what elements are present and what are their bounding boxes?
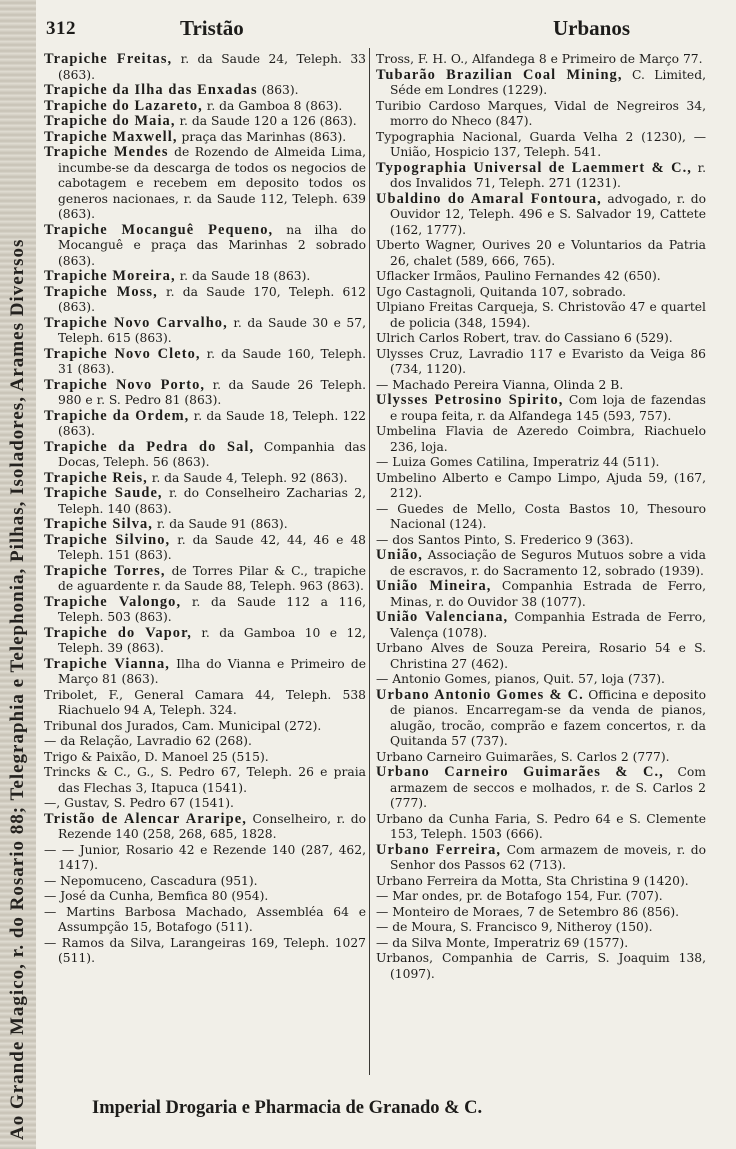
directory-entry	[44, 517, 366, 533]
entry-text: Conselheiro, r. do Rezende 140 (258, 268, 685, 1828.	[58, 811, 366, 841]
entry-text: Companhia Estrada de Ferro, Minas, r. do Ouvidor 38 (1077).	[390, 579, 706, 609]
directory-entry	[44, 595, 366, 626]
directory-entry	[376, 920, 706, 936]
entry-text: — Monteiro de Moraes, 7 de Setembro 86 (856).	[376, 904, 680, 919]
entry-text: de Torres Pilar & C., trapiche de aguardente r. da Saude 88, Teleph. 963 (863).	[58, 563, 367, 593]
directory-entry	[376, 300, 706, 331]
entry-text: r. da Saude 112 a 116, Teleph. 503 (863).	[58, 594, 366, 624]
side-advert-text: Ao Grande Magico, r. do Rosario 88; Telegraphia e Telephonia, Pilhas, Isoladores, Arames Diversos	[7, 238, 28, 1140]
directory-entry	[376, 378, 706, 394]
entry-name: Ulysses Petrosino Spirito,	[376, 392, 564, 408]
directory-entry	[376, 130, 706, 161]
entry-name: Trapiche Silvino,	[44, 531, 171, 548]
directory-entry	[44, 688, 366, 719]
entry-name: Trapiche Silva,	[44, 516, 153, 532]
directory-entry	[376, 533, 706, 549]
entry-text: (863).	[261, 83, 299, 97]
entry-name: Trapiche Novo Porto,	[44, 376, 206, 393]
entry-text: Trincks & C., G., S. Pedro 67, Teleph. 26 e praia das Flechas 3, Itapuca (1541).	[44, 765, 366, 795]
left-column	[44, 52, 366, 967]
directory-entry	[376, 641, 706, 672]
entry-text: Companhia Estrada de Ferro, Valença (1078).	[390, 610, 706, 640]
directory-entry	[376, 238, 706, 269]
entry-text: — da Silva Monte, Imperatriz 69 (1577).	[376, 935, 629, 950]
entry-text: Tribunal dos Jurados, Cam. Municipal (272).	[44, 718, 322, 733]
entry-name: Trapiche da Pedra do Sal,	[44, 438, 255, 455]
entry-text: — da Relação, Lavradio 62 (268).	[44, 734, 252, 748]
directory-entry	[44, 719, 366, 735]
directory-entry	[44, 378, 366, 409]
directory-entry	[44, 471, 366, 487]
directory-entry	[44, 657, 366, 688]
entry-text: r. da Saude 160, Teleph. 31 (863).	[58, 346, 366, 376]
directory-entry	[376, 688, 706, 750]
directory-entry	[376, 455, 706, 471]
entry-name: Tubarão Brazilian Coal Mining,	[376, 66, 623, 83]
entry-text: — Machado Pereira Vianna, Olinda 2 B.	[376, 377, 624, 392]
directory-entry	[44, 750, 366, 766]
entry-name: União Valenciana,	[376, 609, 509, 625]
directory-entry	[44, 874, 366, 890]
entry-text: r. da Saude 18, Teleph. 122 (863).	[58, 408, 366, 438]
entry-name: Typographia Universal de Laemmert & C.,	[376, 159, 692, 176]
directory-entry	[44, 130, 366, 146]
entry-text: Com loja de fazendas e roupa feita, r. da Alfandega 145 (593, 757).	[390, 393, 706, 423]
entry-text: na ilha do Mocanguê e praça das Marinhas 2 sobrado (863).	[58, 222, 366, 268]
entry-name: Trapiche Moreira,	[44, 268, 176, 284]
entry-text: — Nepomuceno, Cascadura (951).	[44, 873, 258, 888]
entry-name: Trapiche Mocanguê Pequeno,	[44, 221, 274, 238]
entry-name: Trapiche Mendes	[44, 144, 169, 160]
directory-entry	[376, 269, 706, 285]
entry-name: Trapiche Freitas,	[44, 51, 173, 67]
entry-text: Trigo & Paixão, D. Manoel 25 (515).	[44, 749, 269, 764]
entry-name: Trapiche Novo Cleto,	[44, 345, 201, 362]
directory-entry	[44, 440, 366, 471]
entry-text: Com armazem de moveis, r. do Senhor dos Passos 62 (713).	[390, 842, 706, 872]
entry-text: Uberto Wagner, Ourives 20 e Voluntarios da Patria 26, chalet (589, 666, 765).	[376, 238, 706, 268]
entry-text: Urbano Alves de Souza Pereira, Rosario 54 e S. Christina 27 (462).	[376, 641, 706, 671]
directory-entry	[44, 114, 366, 130]
entry-text: — Ramos da Silva, Larangeiras 169, Teleph. 1027 (511).	[44, 935, 366, 965]
right-column	[376, 52, 706, 982]
entry-text: r. da Saude 30 e 57, Teleph. 615 (863).	[58, 315, 366, 345]
entry-name: Trapiche Maxwell,	[44, 128, 178, 145]
entry-name: Trapiche Novo Carvalho,	[44, 314, 228, 331]
entry-text: r. da Saude 18 (863).	[179, 269, 311, 283]
entry-text: C. Limited, Séde em Londres (1229).	[390, 67, 706, 97]
entry-text: r. da Saude 26 Teleph. 980 e r. S. Pedro 81 (863).	[58, 377, 366, 407]
entry-text: Turibio Cardoso Marques, Vidal de Negreiros 34, morro do Nheco (847).	[376, 98, 706, 128]
entry-name: Trapiche da Ordem,	[44, 407, 190, 424]
directory-entry	[376, 765, 706, 812]
directory-entry	[376, 750, 706, 766]
entry-text: Urbanos, Companhia de Carris, S. Joaquim 138, (1097).	[376, 951, 706, 981]
directory-entry	[44, 765, 366, 796]
entry-text: — Antonio Gomes, pianos, Quit. 57, loja (737).	[376, 672, 665, 686]
directory-entry	[376, 68, 706, 99]
directory-entry	[376, 502, 706, 533]
entry-text: praça das Marinhas (863).	[181, 129, 347, 144]
left-running-head: Tristão	[180, 16, 244, 40]
entry-name: Trapiche do Lazareto,	[44, 97, 203, 114]
directory-entry	[376, 331, 706, 347]
directory-entry	[376, 874, 706, 890]
directory-entry	[376, 579, 706, 610]
directory-entry	[44, 905, 366, 936]
directory-entry	[376, 161, 706, 192]
entry-text: — Luiza Gomes Catilina, Imperatriz 44 (511).	[376, 455, 660, 469]
directory-entry	[44, 486, 366, 517]
entry-text: Tribolet, F., General Camara 44, Teleph. 538 Riachuelo 94 A, Teleph. 324.	[44, 687, 366, 717]
entry-name: Trapiche do Vapor,	[44, 624, 192, 641]
directory-entry	[44, 99, 366, 115]
entry-name: Trapiche do Maia,	[44, 113, 176, 129]
entry-text: — Martins Barbosa Machado, Assembléa 64 e Assumpção 15, Botafogo (511).	[44, 904, 366, 934]
entry-name: União Mineira,	[376, 578, 492, 594]
directory-entry	[376, 843, 706, 874]
entry-text: r. da Gamboa 8 (863).	[206, 98, 343, 113]
entry-text: — dos Santos Pinto, S. Frederico 9 (363).	[376, 532, 634, 547]
entry-name: Ubaldino do Amaral Fontoura,	[376, 190, 602, 207]
entry-text: Tross, F. H. O., Alfandega 8 e Primeiro de Março 77.	[376, 52, 703, 66]
entry-text: Ulysses Cruz, Lavradio 117 e Evaristo da Veiga 86 (734, 1120).	[376, 346, 706, 376]
footer-advert: Imperial Drogaria e Pharmacia de Granado & C.	[92, 1098, 483, 1118]
entry-text: r. da Saude 24, Teleph. 33 (863).	[58, 52, 366, 82]
directory-entry	[44, 347, 366, 378]
directory-entry	[44, 223, 366, 270]
entry-text: r. da Saude 91 (863).	[156, 517, 288, 531]
entry-name: Trapiche Moss,	[44, 283, 158, 300]
entry-text: Umbelina Flavia de Azeredo Coimbra, Riachuelo 236, loja.	[376, 424, 706, 454]
directory-entry	[376, 471, 706, 502]
entry-name: Trapiche Saude,	[44, 485, 163, 501]
entry-name: União,	[376, 547, 423, 563]
directory-entry	[376, 99, 706, 130]
directory-entry	[44, 316, 366, 347]
entry-text: Companhia das Docas, Teleph. 56 (863).	[58, 439, 366, 469]
directory-entry	[44, 145, 366, 223]
entry-text: r. da Saude 4, Teleph. 92 (863).	[151, 470, 348, 485]
entry-text: advogado, r. do Ouvidor 12, Teleph. 496 e S. Salvador 19, Cattete (162, 1777).	[390, 191, 706, 237]
directory-entry	[44, 626, 366, 657]
entry-name: Trapiche Vianna,	[44, 655, 170, 672]
directory-entry	[44, 52, 366, 83]
directory-entry	[44, 936, 366, 967]
entry-text: r. dos Invalidos 71, Teleph. 271 (1231).	[390, 160, 706, 190]
entry-text: — Mar ondes, pr. de Botafogo 154, Fur. (707).	[376, 889, 663, 903]
entry-name: Trapiche Valongo,	[44, 593, 182, 610]
directory-entry	[44, 269, 366, 285]
column-divider	[369, 48, 370, 1075]
entry-name: Trapiche Torres,	[44, 562, 166, 579]
directory-entry	[376, 936, 706, 952]
page-number: 312	[46, 18, 76, 39]
directory-entry	[376, 192, 706, 239]
directory-entry	[44, 734, 366, 750]
entry-text: r. da Gamboa 10 e 12, Teleph. 39 (863).	[58, 625, 366, 655]
entry-text: Typographia Nacional, Guarda Velha 2 (1230), — União, Hospicio 137, Teleph. 541.	[376, 129, 706, 159]
entry-name: Tristão de Alencar Araripe,	[44, 810, 247, 827]
side-advert-band	[0, 0, 36, 1149]
entry-text: Com armazem de seccos e molhados, r. de S. Carlos 2 (777).	[390, 765, 706, 810]
directory-entry	[44, 409, 366, 440]
directory-entry	[376, 951, 706, 982]
directory-entry	[44, 843, 366, 874]
entry-text: Ilha do Vianna e Primeiro de Março 81 (863).	[58, 656, 366, 686]
entry-name: Urbano Carneiro Guimarães & C.,	[376, 764, 664, 780]
entry-text: Urbano Ferreira da Motta, Sta Christina 9 (1420).	[376, 873, 689, 888]
entry-text: Urbano da Cunha Faria, S. Pedro 64 e S. Clemente 153, Teleph. 1503 (666).	[376, 811, 706, 841]
entry-name: Urbano Ferreira,	[376, 841, 502, 858]
entry-text: Umbelino Alberto e Campo Limpo, Ajuda 59, (167, 212).	[376, 470, 706, 500]
entry-text: Uflacker Irmãos, Paulino Fernandes 42 (650).	[376, 269, 661, 283]
directory-entry	[44, 285, 366, 316]
entry-name: Trapiche Reis,	[44, 469, 148, 486]
entry-text: —, Gustav, S. Pedro 67 (1541).	[44, 796, 234, 810]
entry-text: Ugo Castagnoli, Quitanda 107, sobrado.	[376, 284, 627, 299]
directory-entry	[44, 533, 366, 564]
entry-text: — Guedes de Mello, Costa Bastos 10, Thesouro Nacional (124).	[376, 501, 706, 531]
directory-entry	[44, 796, 366, 812]
directory-entry	[376, 52, 706, 68]
entry-text: — José da Cunha, Bemfica 80 (954).	[44, 889, 269, 903]
entry-text: r. do Conselheiro Zacharias 2, Teleph. 140 (863).	[58, 486, 366, 516]
entry-text: r. da Saude 170, Teleph. 612 (863).	[58, 284, 366, 314]
entry-name: Urbano Antonio Gomes & C.	[376, 686, 584, 703]
directory-entry	[376, 393, 706, 424]
directory-entry	[44, 564, 366, 595]
directory-entry	[44, 812, 366, 843]
directory-entry	[376, 672, 706, 688]
entry-text: — — Junior, Rosario 42 e Rezende 140 (287, 462, 1417).	[44, 842, 366, 872]
entry-text: Associação de Seguros Mutuos sobre a vida de escravos, r. do Sacramento 12, sobrado (1939).	[390, 548, 706, 578]
directory-entry	[376, 548, 706, 579]
directory-entry	[376, 285, 706, 301]
entry-text: Ulpiano Freitas Carqueja, S. Christovão 47 e quartel de policia (348, 1594).	[376, 300, 706, 330]
directory-entry	[376, 610, 706, 641]
directory-entry	[376, 889, 706, 905]
directory-entry	[376, 812, 706, 843]
entry-text: Urbano Carneiro Guimarães, S. Carlos 2 (777).	[376, 749, 670, 764]
entry-text: — de Moura, S. Francisco 9, Nitheroy (150).	[376, 920, 653, 934]
directory-entry	[376, 347, 706, 378]
entry-text: r. da Saude 120 a 126 (863).	[179, 114, 357, 128]
directory-entry	[376, 905, 706, 921]
entry-text: Ulrich Carlos Robert, trav. do Cassiano 6 (529).	[376, 331, 673, 345]
entry-text: r. da Saude 42, 44, 46 e 48 Teleph. 151 (863).	[58, 532, 366, 562]
directory-entry	[376, 424, 706, 455]
directory-entry	[44, 83, 366, 99]
right-running-head: Urbanos	[552, 16, 630, 40]
entry-text: Officina e deposito de pianos. Encarregam-se da venda de pianos, alugão, trocão, comprão e fazem concertos, r. da Quitanda 57 (737).	[390, 687, 706, 748]
page-header	[40, 12, 700, 46]
directory-entry	[44, 889, 366, 905]
entry-name: Trapiche da Ilha das Enxadas	[44, 82, 258, 98]
entry-text: de Rozendo de Almeida Lima, incumbe-se da descarga de todos os negocios de cabotagem e recebem em deposito todos os generos nacionaes, r. da Saude 112, Teleph. 639 (863).	[58, 145, 366, 221]
